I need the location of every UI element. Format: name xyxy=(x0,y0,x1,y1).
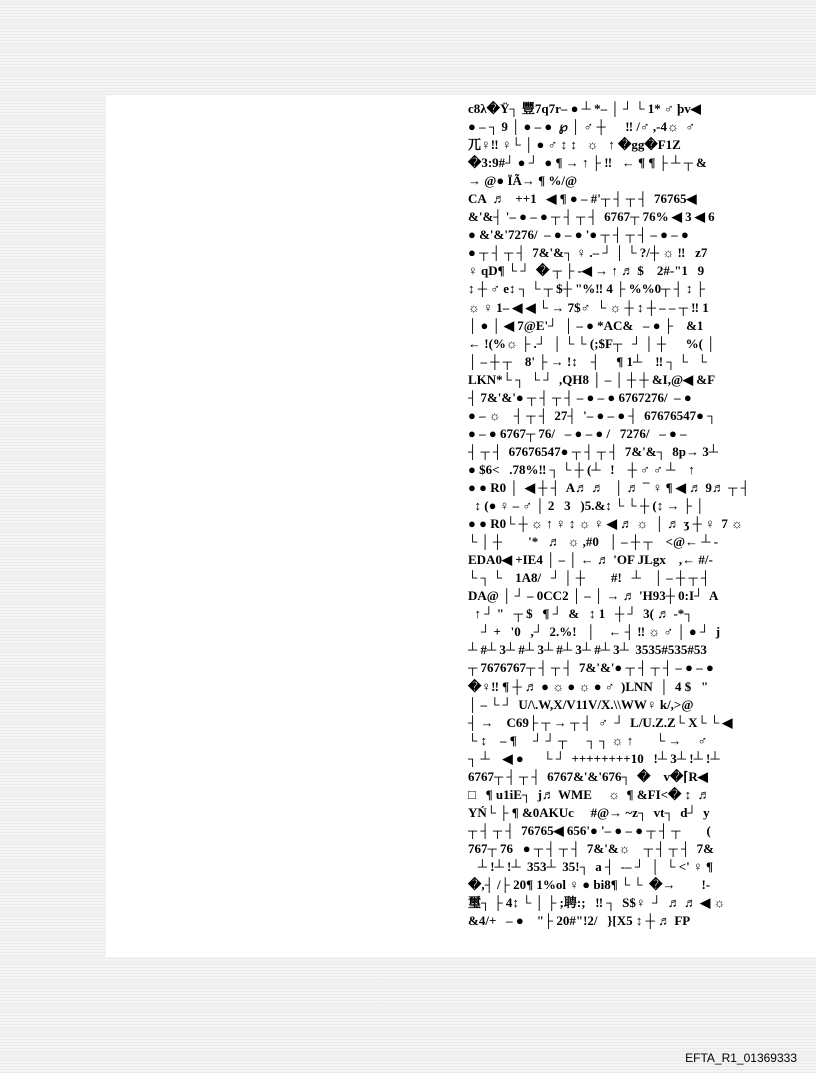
text-line: → @● ÏÃ→ ¶ %/@ xyxy=(468,173,578,189)
text-line: ┤ 7&'&'● ┬ ┤ ┬ ┤ – ● – ● 6767276/ – ● xyxy=(468,389,692,405)
text-line: ♀ qD¶ └ ┘ � ┬ ├ -◀ → ↑ ♬ $ 2#-"1 9 xyxy=(468,263,705,279)
text-line: �3:9#┘ ● ┘ ● ¶ → ↑ ├ ‼ ← ¶ ¶ ├ ┴ ┬ & xyxy=(468,155,707,171)
text-line: ● $6< .78%‼ ┐ └ ┼ (┴ ! ┼ ♂ ♂ ┴ ↑ xyxy=(468,461,695,477)
text-line: ● ┬ ┤ ┬ ┤ 7&'&┐ ♀ .– ┘ │ └ ?/┼ ☼ ‼ z7 xyxy=(468,245,708,261)
text-line: DA@ │ ┘ – 0CC2 │ – │ → ♬ 'H93┼ 0:I┘ A xyxy=(468,588,719,604)
text-line: CA ♬ ++1 ◀ ¶ ● – #'┬ ┤ ┬ ┤ 76765◀ xyxy=(468,191,697,207)
text-line: │ – ┼ ┬ 8' ├ → !↕ ┤ ¶ 1┴ ‼ ┐ └ └ xyxy=(468,353,707,369)
text-line: │ ● │ ◀ 7@E'┘ │ – ● *AC& – ● ├ &1 xyxy=(468,317,704,333)
text-line: ┬ ┤ ┬ ┤ 76765◀ 656'● '– ● – ● ┬ ┤ ┬ ( xyxy=(468,822,711,838)
text-line: �,┤ /├ 20¶ 1%ol ♀ ● bi8¶ └ └ �→ !- xyxy=(468,877,711,893)
text-line: ┐ ┴ ◀ ● └ ┘ ++++++++10 !┴ 3┴ !┴ !┴ xyxy=(468,750,720,766)
text-line: ┘ + '0 ,┘ 2.%! │ ← ┤ ‼ ☼ ♂ │ ● ┘ j xyxy=(468,624,721,640)
text-line: ↕ ┼ ♂ e↕ ┐ └ ┬ $┼ "%‼ 4 ├ %%0┬ ┤ ↕ ├ xyxy=(468,281,705,297)
text-line: 6767┬ ┤ ┬ ┤ 6767&'&'676┐ � v�⌈R◀ xyxy=(468,768,708,784)
text-line: 兀♀‼ ♀└ │ ● ♂ ↕ ↕ ☼ ↑ �gg�F1Z xyxy=(468,137,681,153)
text-line: ┤ ┬ ┤ 67676547● ┬ ┤ ┬ ┤ 7&'&┐ 8p→ 3┴ xyxy=(468,443,718,459)
text-line: ● &'&'7276/ – ● – ● '● ┬ ┤ ┬ ┤ – ● – ● xyxy=(468,227,689,243)
text-line: │ – └ ┘ U/\.W,X/V11V/X.\\WW♀ k/,>@ xyxy=(468,696,694,712)
document-id-label: EFTA_R1_01369333 xyxy=(685,1051,797,1065)
text-line: ● – ☼ ┤ ┬ ┤ 27┤ '– ● – ● ┤ 67676547● ┐ xyxy=(468,407,717,423)
text-line: ● ● R0 │ ◀ ┼ ┤ A♬ ♬ │ ♬ ¯ ♀ ¶ ◀ ♬ 9♬ ┬ ┤ xyxy=(468,479,750,495)
text-line: ● ● R0└ ┼ ☼ ↑ ♀ ↕ ☼ ♀ ◀ ♬ ☼ │ ♬ ʒ ┼ ♀ 7 ☼ xyxy=(468,516,744,532)
text-line: ↕ (● ♀ – ♂ │ 2 3 )5.&↕ └ └ ┼ (↕ → ├ │ xyxy=(468,498,705,514)
text-line: ● – ┐ 9 │ ● – ● ℘ │ ♂ ┼ ‼ /♂ ,-4☼ ♂ xyxy=(468,119,696,135)
text-line: 璽┐ ├ 4↕ └ │ ├ ;聘:; ‼ ┐ S$♀ ┘ ♬ ♬ ◀ ☼ xyxy=(468,895,726,911)
text-line: c8λ�Ϋ┐ 豐7q7r– ● ┴ *– │ ┘ └ 1* ♂ þv◀ xyxy=(468,101,701,116)
text-line: └ │ ┼ '* ♬ ☼ ,#0 │ – ┼ ┬ <@← ┴ - xyxy=(468,534,719,550)
text-line: ┴ #┴ 3┴ #┴ 3┴ #┴ 3┴ #┴ 3┴ 3535#535#53 xyxy=(468,642,707,658)
text-line: �♀‼ ¶ ┼ ♬ ● ☼ ● ☼ ● ♂ )LNN │ 4 $ " xyxy=(468,678,709,694)
text-line: ☼ ♀ 1– ◀ ◀ └ → 7$♂ └ ☼ ┼ ↕ ┼ – – ┬ ‼ 1 xyxy=(468,299,709,315)
text-line: ┤ → C69├ ┬ → ┬ ┤ ♂ ┘ L/U.Z.Z└ X└ └ ◀ xyxy=(468,714,733,730)
text-line: 767┬ 76 ● ┬ ┤ ┬ ┤ 7&'&☼ ┬ ┤ ┬ ┤ 7& xyxy=(468,840,715,856)
text-line: &4/+ – ● "├ 20#"!2/ }[X5 ↕ ┼ ♬ FP xyxy=(468,913,691,929)
text-line: ← !(%☼ ├ .┘ │ └ └ (;$F┬ ┘ │ ┼ %( │ xyxy=(468,335,716,351)
text-line: □ ¶ u1iE┐ j♬ WME ☼ ¶ &FI<� ↕ ♬ xyxy=(468,786,711,802)
text-line: EDA0◀ +IE4 │ – │ ← ♬ 'OF JLgx ,← #/- xyxy=(468,552,713,568)
document-page xyxy=(106,95,816,957)
text-line: ┴ !┴ !┴ 353┴ 35!┐ a ┤ -– ┘ │ └ <' ♀ ¶ xyxy=(468,858,714,874)
garbled-text-column xyxy=(468,100,816,930)
text-line: LKN*└ ┐ └ ┘ ,QH8 │ – │ ┼ ┼ &I,@◀ &F xyxy=(468,371,716,387)
text-line: └ ↕ – ¶ ┘ ┘ ┬ ┐ ┐ ☼ ↑ └ → ♂ xyxy=(468,732,708,748)
text-line: &'&┤ '– ● – ● ┬ ┤ ┬ ┤ 6767┬ 76% ◀ 3 ◀ 6 xyxy=(468,209,715,225)
text-line: YŃ└ ├ ¶ &0AKUc⃞ #@→ ~z┐ vt┐ d┘ y xyxy=(468,804,710,820)
text-line: └ ┐ └ 1A8/ ┘ │ ┼ #! ┴ │ – ┼ ┬ ┤ xyxy=(468,570,711,586)
text-line: ● – ● 6767┬ 76/ – ● – ● / 7276/ – ● – xyxy=(468,425,687,441)
text-line: ↑ ┘ " ┬ $ ¶ ┘ & ↕ 1 ┼ ┘ 3( ♬ -*┐ xyxy=(468,606,694,622)
text-line: ┬ 7676767┬ ┤ ┬ ┤ 7&'&'● ┬ ┤ ┬ ┤ – ● – ● xyxy=(468,660,714,676)
